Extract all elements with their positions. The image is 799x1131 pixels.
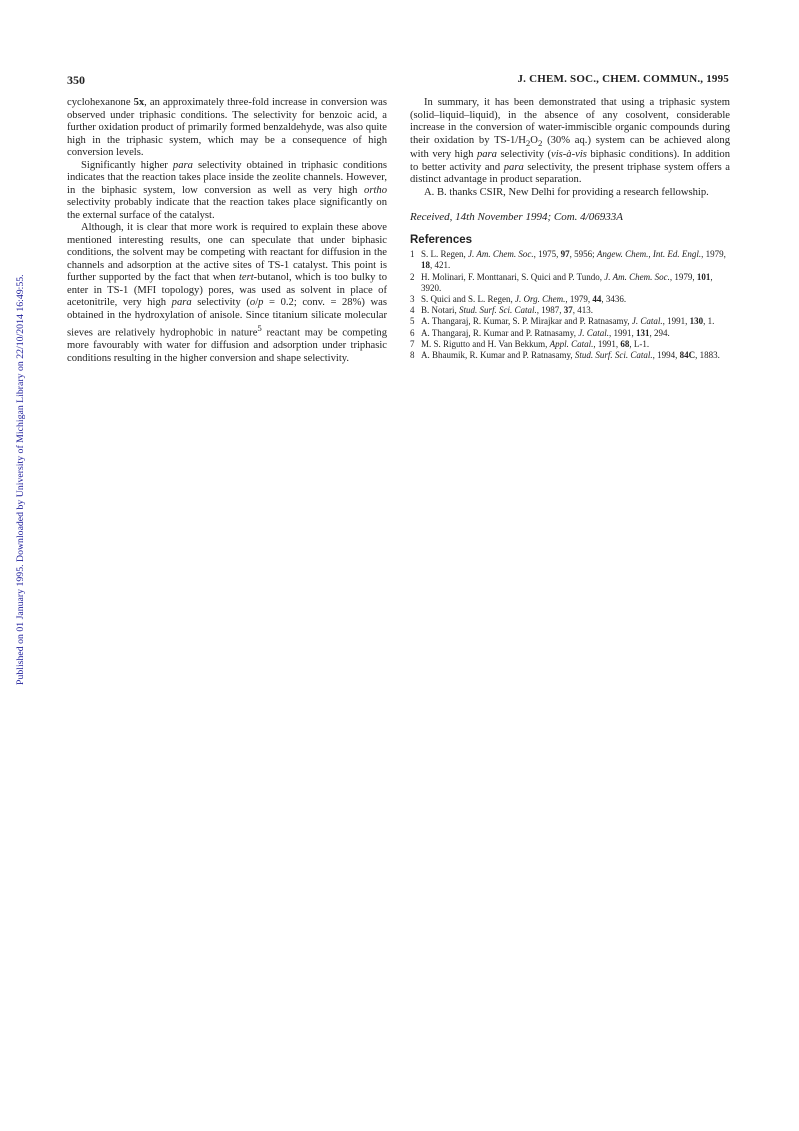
reference-number: 7: [410, 338, 415, 349]
reference-item: [410, 316, 730, 327]
reference-text: S. Quici and S. L. Regen, J. Org. Chem., 1979, 44, 3436.: [421, 293, 627, 304]
references-heading: References: [410, 233, 473, 246]
reference-text: A. Thangaraj, R. Kumar and P. Ratnasamy, J. Catal., 1991, 131, 294.: [421, 327, 670, 338]
download-watermark-text: Published on 01 January 1995. Downloaded by University of Michigan Library on 22/10/2014 16:49:55.: [15, 274, 26, 685]
reference-number: 2: [410, 271, 415, 282]
right-column: [410, 97, 730, 361]
reference-number: 1: [410, 249, 415, 260]
reference-text: A. Thangaraj, R. Kumar, S. P. Mirajkar and P. Ratnasamy, J. Catal., 1991, 130, 1.: [421, 316, 715, 327]
left-column: [67, 97, 387, 365]
download-watermark: [3, 240, 26, 685]
reference-number: 5: [410, 316, 415, 327]
paragraph-para-selectivity: Significantly higher para selectivity obtained in triphasic conditions indicates that the reaction takes place inside the zeolite channels. However, in the biphasic system, low conversion as well as very high ortho selectivity probably indicate that the reaction takes place significantly on the external surface of the catalyst.: [67, 159, 387, 221]
reference-text: M. S. Rigutto and H. Van Bekkum, Appl. Catal., 1991, 68, L-1.: [421, 338, 650, 349]
reference-text: S. L. Regen, J. Am. Chem. Soc., 1975, 97, 5956; Angew. Chem., Int. Ed. Engl., 1979, 18, 421.: [421, 249, 726, 271]
reference-item: [410, 328, 730, 339]
paragraph-continued: cyclohexanone 5x, an approximately three-fold increase in conversion was observed under triphasic conditions. The selectivity for benzoic acid, a further oxidation product of primarily formed benzaldehyde, was also quite high in the triphasic system, which may be a consequence of high conversion levels.: [67, 97, 387, 158]
reference-item: [410, 294, 730, 305]
references-list: [410, 249, 730, 361]
reference-item: [410, 272, 730, 294]
reference-text: H. Molinari, F. Monttanari, S. Quici and P. Tundo, J. Am. Chem. Soc., 1979, 101, 3920.: [421, 271, 713, 293]
reference-number: 3: [410, 293, 415, 304]
reference-item: [410, 249, 730, 271]
running-head: J. CHEM. SOC., CHEM. COMMUN., 1995: [517, 73, 729, 85]
reference-number: 8: [410, 349, 415, 360]
reference-item: [410, 339, 730, 350]
reference-number: 6: [410, 327, 415, 338]
reference-text: A. Bhaumik, R. Kumar and P. Ratnasamy, Stud. Surf. Sci. Catal., 1994, 84C, 1883.: [421, 349, 720, 360]
reference-number: 4: [410, 305, 415, 316]
paragraph-acknowledgement: A. B. thanks CSIR, New Delhi for providing a research fellowship.: [424, 186, 709, 198]
page-number: 350: [67, 73, 85, 87]
paragraph-speculation: Although, it is clear that more work is required to explain these above mentioned interesting results, one can speculate that under biphasic conditions, the solvent may be competing with reactant for diffusion in the channels and adsorption at the active sites of TS-1 catalyst. This point is further supported by the fact that when tert-butanol, which is too bulky to enter in TS-1 (MFI topology) pores, was used as solvent in place of acetonitrile, very high para selectivity (o/p = 0.2; conv. = 28%) was obtained in the hydroxylation of anisole. Since titanium silicate molecular sieves are relatively hydrophobic in nature$^5$ reactant may be competing more favourably with water for diffusion and adsorption under triphasic conditions resulting in the higher conversion and shape selectivity.: [67, 222, 387, 364]
reference-text: B. Notari, Stud. Surf. Sci. Catal., 1987, 37, 413.: [421, 305, 594, 316]
reference-item: [410, 305, 730, 316]
paragraph-summary: In summary, it has been demonstrated that using a triphasic system (solid–liquid–liquid), in the absence of any cosolvent, considerable increase in the conversion of water-immiscible organic compounds during their oxidation by $TS-1/H_2O_2$ (30% aq.) system can be achieved along with very high para selectivity (vis-à-vis biphasic conditions). In addition to better activity and para selectivity, the present triphase system offers a distinct advantage in product separation.: [410, 97, 731, 186]
reference-item: [410, 350, 730, 361]
received-line: Received, 14th November 1994; Com. 4/06933A: [410, 211, 623, 224]
